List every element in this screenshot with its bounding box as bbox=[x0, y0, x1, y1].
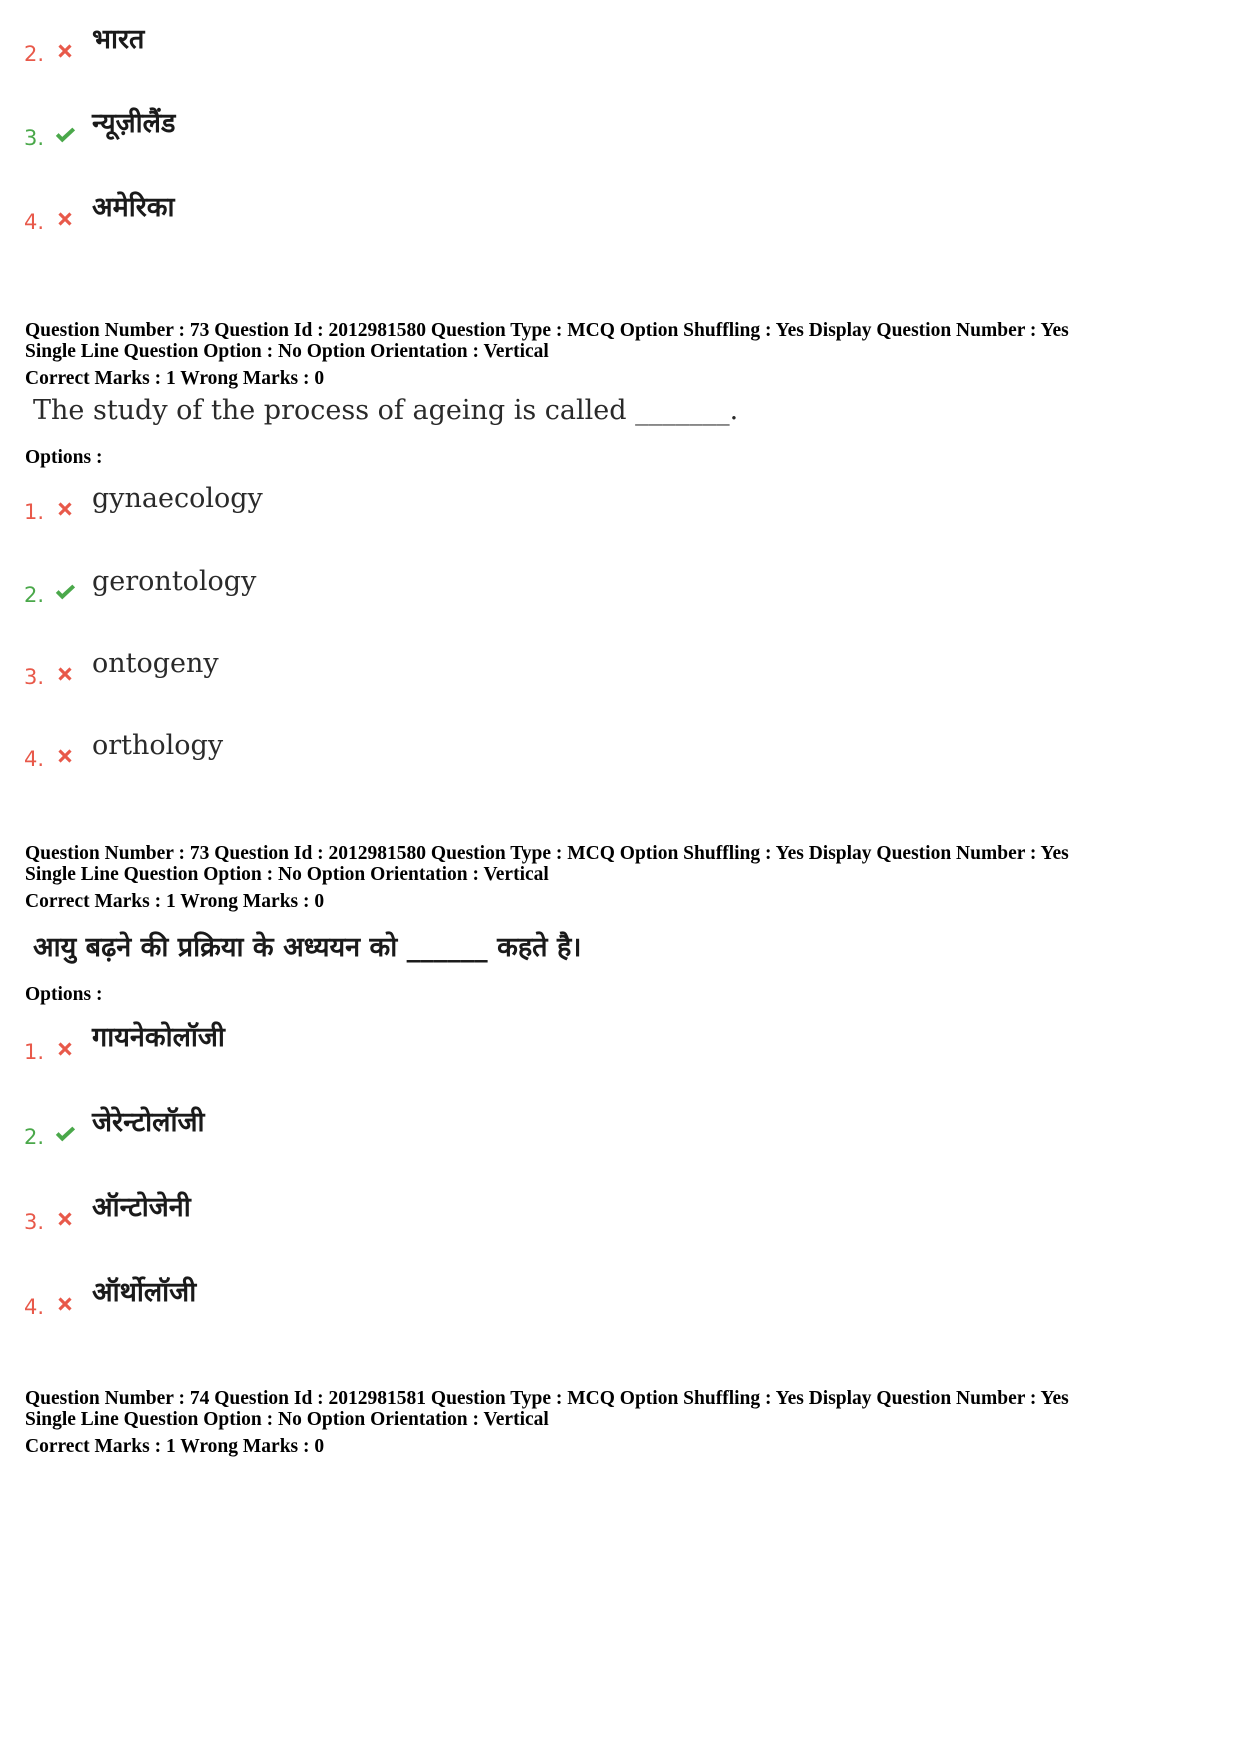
option-text: जेरेन्टोलॉजी bbox=[92, 1107, 205, 1138]
option-text: ऑर्थोलॉजी bbox=[92, 1277, 197, 1308]
option-number: 3. bbox=[24, 1210, 45, 1234]
meta-line: Question Number : 73 Question Id : 2012981580 Question Type : MCQ Option Shuffling : Yes Display Question Number : Yes bbox=[25, 843, 1069, 864]
option-text: गायनेकोलॉजी bbox=[92, 1022, 225, 1053]
meta-line: Single Line Question Option : No Option Orientation : Vertical bbox=[25, 864, 549, 885]
option-row bbox=[24, 645, 724, 689]
option-row bbox=[24, 1190, 724, 1234]
options-label: Options : bbox=[25, 984, 103, 1005]
question-meta bbox=[25, 1388, 1225, 1457]
option-text: gerontology bbox=[92, 566, 257, 597]
option-number: 1. bbox=[24, 1040, 45, 1064]
question-meta bbox=[25, 320, 1225, 389]
option-text: ऑन्टोजेनी bbox=[92, 1192, 191, 1223]
option-number: 3. bbox=[24, 665, 45, 689]
cross-icon bbox=[54, 1208, 76, 1230]
option-number: 4. bbox=[24, 210, 45, 234]
option-row bbox=[24, 727, 724, 771]
option-text: न्यूज़ीलैंड bbox=[92, 108, 176, 139]
meta-line: Question Number : 74 Question Id : 2012981581 Question Type : MCQ Option Shuffling : Yes Display Question Number : Yes bbox=[25, 1388, 1069, 1409]
option-number: 4. bbox=[24, 1295, 45, 1319]
marks-line: Correct Marks : 1 Wrong Marks : 0 bbox=[25, 368, 325, 389]
option-row bbox=[24, 1105, 724, 1149]
meta-line: Single Line Question Option : No Option Orientation : Vertical bbox=[25, 1409, 549, 1430]
cross-icon bbox=[54, 1293, 76, 1315]
options-label: Options : bbox=[25, 447, 103, 468]
cross-icon bbox=[54, 498, 76, 520]
question-text: The study of the process of ageing is called _______. bbox=[33, 395, 739, 426]
marks-line: Correct Marks : 1 Wrong Marks : 0 bbox=[25, 891, 325, 912]
cross-icon bbox=[54, 663, 76, 685]
option-row bbox=[24, 480, 724, 524]
cross-icon bbox=[54, 208, 76, 230]
marks-line: Correct Marks : 1 Wrong Marks : 0 bbox=[25, 1436, 325, 1457]
option-row bbox=[24, 190, 724, 234]
option-row bbox=[24, 563, 724, 607]
option-row bbox=[24, 1020, 724, 1064]
option-number: 2. bbox=[24, 42, 45, 66]
meta-line: Question Number : 73 Question Id : 2012981580 Question Type : MCQ Option Shuffling : Yes Display Question Number : Yes bbox=[25, 320, 1069, 341]
option-row bbox=[24, 1275, 724, 1319]
option-number: 3. bbox=[24, 126, 45, 150]
question-text: आयु बढ़ने की प्रक्रिया के अध्ययन को ______ कहते है। bbox=[33, 932, 582, 963]
checkmark-icon bbox=[54, 581, 76, 603]
option-text: orthology bbox=[92, 730, 224, 761]
cross-icon bbox=[54, 1038, 76, 1060]
option-text: भारत bbox=[92, 24, 145, 55]
option-text: gynaecology bbox=[92, 483, 263, 514]
checkmark-icon bbox=[54, 124, 76, 146]
option-row bbox=[24, 22, 724, 66]
cross-icon bbox=[54, 40, 76, 62]
question-meta bbox=[25, 843, 1225, 912]
checkmark-icon bbox=[54, 1123, 76, 1145]
option-number: 2. bbox=[24, 583, 45, 607]
option-text: अमेरिका bbox=[92, 192, 175, 223]
option-number: 4. bbox=[24, 747, 45, 771]
meta-line: Single Line Question Option : No Option Orientation : Vertical bbox=[25, 341, 549, 362]
option-number: 2. bbox=[24, 1125, 45, 1149]
option-row bbox=[24, 106, 724, 150]
option-text: ontogeny bbox=[92, 648, 219, 679]
cross-icon bbox=[54, 745, 76, 767]
option-number: 1. bbox=[24, 500, 45, 524]
